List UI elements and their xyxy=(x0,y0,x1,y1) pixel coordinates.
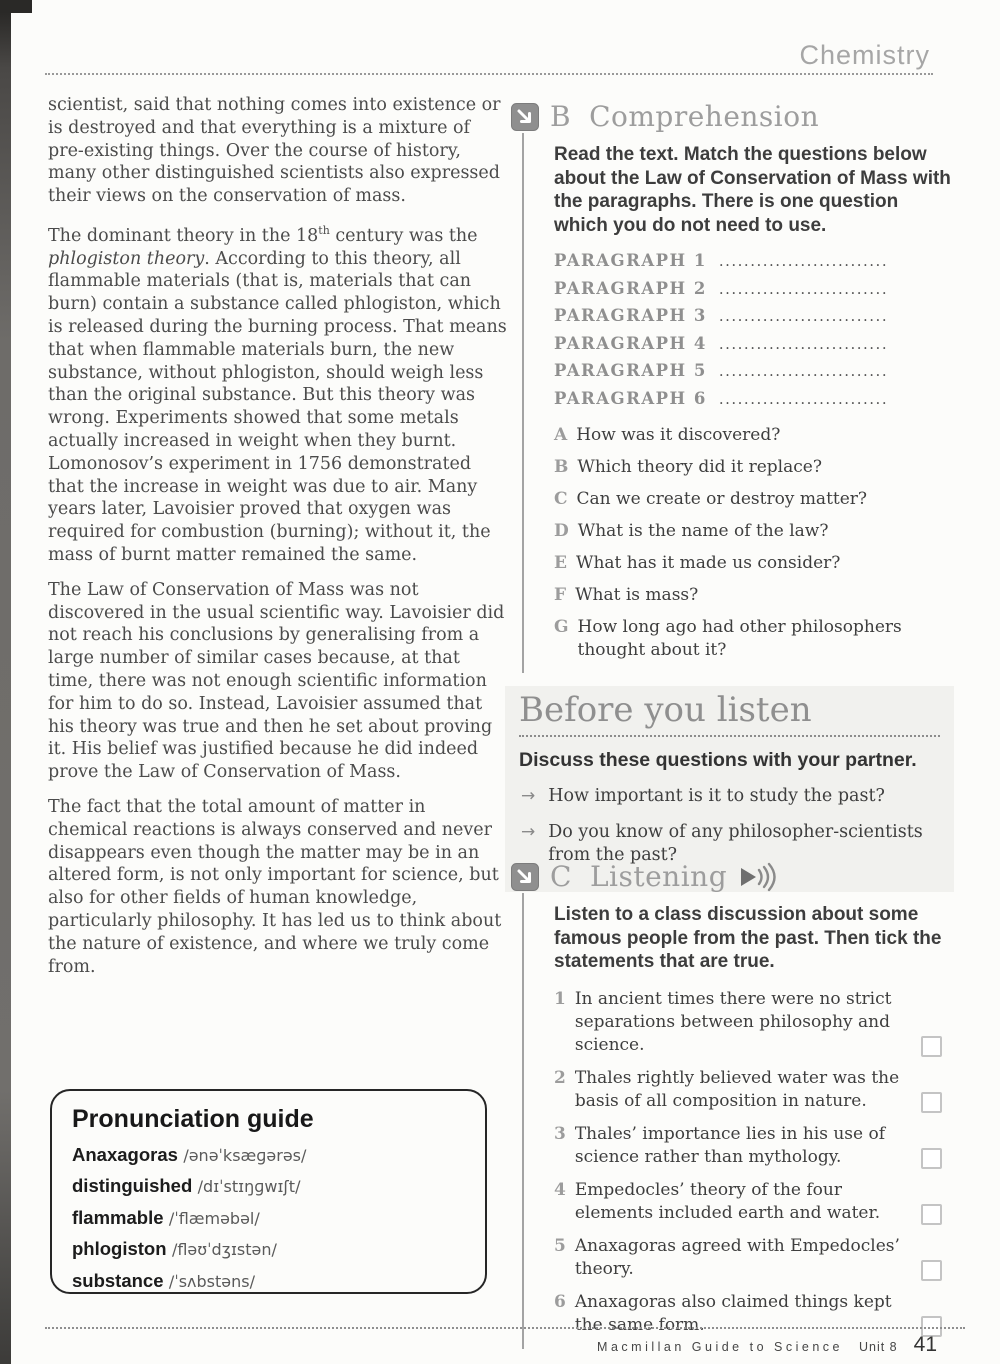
question-text: What is mass? xyxy=(575,584,699,605)
paragraph-answer-row xyxy=(554,279,942,298)
question-item xyxy=(554,424,942,447)
pronunciation-guide-box xyxy=(50,1089,487,1294)
question-item xyxy=(554,456,942,479)
statement-item xyxy=(554,988,942,1057)
statement-number: 2 xyxy=(554,1067,566,1088)
paragraph-answer-row xyxy=(554,389,942,408)
question-item xyxy=(554,520,942,543)
statement-number: 6 xyxy=(554,1291,566,1312)
question-letter: E xyxy=(554,552,567,573)
question-letter: D xyxy=(554,520,569,541)
statement-number: 3 xyxy=(554,1123,566,1144)
paragraph-answer-row xyxy=(554,306,942,325)
statement-item xyxy=(554,1235,942,1281)
scanned-page-edge xyxy=(0,0,11,1364)
statement-item xyxy=(554,1179,942,1225)
exercise-arrow-icon xyxy=(511,863,539,891)
section-title xyxy=(550,100,819,133)
question-letter: F xyxy=(554,584,567,605)
pronunciation-ipa: /ˈsʌbstəns/ xyxy=(168,1271,255,1291)
question-text: What is the name of the law? xyxy=(577,520,829,541)
pronunciation-word: distinguished xyxy=(72,1175,193,1196)
section-name: Comprehension xyxy=(589,100,820,133)
statement-text: Thales rightly believed water was the basis of all composition in nature. xyxy=(574,1067,900,1111)
comprehension-section xyxy=(511,100,955,673)
pronunciation-ipa: /ənəˈksæɡərəs/ xyxy=(183,1145,307,1165)
exercise-arrow-icon xyxy=(511,103,539,131)
question-text: How was it discovered? xyxy=(576,424,781,445)
answer-blank-line[interactable]: ........................... xyxy=(718,252,889,270)
answer-blank-line[interactable]: ........................... xyxy=(718,334,889,353)
exercise-instructions: Listen to a class discussion about some famous people from the past. Then tick the statements that are true. xyxy=(554,904,942,972)
section-letter: C xyxy=(550,860,572,893)
speaker-icon xyxy=(737,862,779,892)
pronunciation-word: substance xyxy=(72,1269,164,1291)
discussion-question xyxy=(521,785,940,808)
pronunciation-word: flammable xyxy=(72,1206,164,1228)
book-series-name: Macmillan Guide to Science xyxy=(597,1340,843,1354)
pronunciation-word: Anaxagoras xyxy=(72,1143,178,1165)
article-paragraph xyxy=(48,220,510,567)
question-text: How long ago had other philosophers thought about it? xyxy=(577,616,902,660)
pronunciation-entry xyxy=(72,1207,465,1229)
listening-section xyxy=(511,860,955,1349)
pronunciation-entry xyxy=(72,1270,465,1292)
reading-text-column xyxy=(48,94,510,990)
page-footer xyxy=(597,1333,937,1357)
pronunciation-guide-title: Pronunciation guide xyxy=(72,1105,314,1133)
statement-text: Thales’ importance lies in his use of science rather than mythology. xyxy=(574,1123,886,1167)
pronunciation-entry xyxy=(72,1144,465,1166)
question-text: What has it made us consider? xyxy=(575,552,841,573)
listening-body xyxy=(522,893,942,1349)
question-letter: A xyxy=(554,424,568,445)
answer-blank-line[interactable]: ........................... xyxy=(718,362,889,380)
pronunciation-entry xyxy=(72,1238,465,1260)
answer-blank-line[interactable]: ........................... xyxy=(718,307,889,325)
footer-divider xyxy=(45,1327,965,1329)
question-item xyxy=(554,616,942,662)
superscript-ordinal: th xyxy=(318,223,330,237)
paragraph-text: The dominant theory in the 18 xyxy=(48,225,319,246)
comprehension-body xyxy=(522,133,951,673)
discussion-question-text: How important is it to study the past? xyxy=(548,786,885,806)
before-you-listen-title: Before you listen xyxy=(519,690,940,737)
statement-text: Empedocles’ theory of the four elements included earth and water. xyxy=(574,1179,881,1223)
answer-blank-line[interactable]: ........................... xyxy=(718,389,889,408)
question-text: Can we create or destroy matter? xyxy=(576,488,868,509)
header-divider xyxy=(45,73,933,75)
pronunciation-ipa: /ˈflæməbəl/ xyxy=(168,1208,260,1228)
statement-item xyxy=(554,1067,942,1113)
statement-number: 1 xyxy=(554,988,566,1009)
answer-blank-line[interactable]: ........................... xyxy=(718,279,889,298)
paragraph-label: PARAGRAPH 3 xyxy=(554,306,707,325)
pronunciation-ipa: /fləʊˈdʒɪstən/ xyxy=(171,1240,277,1259)
question-list xyxy=(554,424,942,662)
paragraph-answer-row xyxy=(554,334,942,353)
tick-checkbox[interactable] xyxy=(921,1204,942,1225)
statement-number: 4 xyxy=(554,1179,566,1200)
statement-item xyxy=(554,1123,942,1169)
arrow-bullet-icon: → xyxy=(521,786,536,806)
question-item xyxy=(554,552,942,575)
section-title xyxy=(550,860,779,893)
pronunciation-ipa: /dɪˈstɪŋɡwɪʃt/ xyxy=(197,1177,301,1196)
tick-checkbox[interactable] xyxy=(921,1260,942,1281)
article-paragraph: The Law of Conservation of Mass was not discovered in the usual scientific way. Lavoisier did not reach his conclusions by generalising from a large number of similar cases because, at that time, there was not enough scientific information for him to do so. Instead, Lavoisier assumed that his theory was true and then he set about proving it. His belief was justified because he did indeed prove the Law of Conservation of Mass. xyxy=(48,579,505,783)
tick-checkbox[interactable] xyxy=(921,1148,942,1169)
statement-text: Anaxagoras also claimed things kept the same form. xyxy=(574,1291,892,1335)
exercise-instructions: Read the text. Match the questions below about the Law of Conservation of Mass with the paragraphs. There is one question which you do not need to use. xyxy=(554,144,951,236)
statement-text: Anaxagoras agreed with Empedocles’ theory. xyxy=(574,1235,900,1279)
question-item xyxy=(554,584,942,607)
statement-list xyxy=(554,988,942,1337)
question-text: Which theory did it replace? xyxy=(577,456,822,477)
paragraph-text: . According to this theory, all flammable materials (that is, materials that can burn) contain a substance called phlogiston, which is released during the burning process. That means that when flammable materials burn, the new substance, without phlogiston, should weigh less than the original substance. But this theory was wrong. Experiments showed that some metals actually increased in weight when they burnt. Lomonosov’s experiment in 1756 demonstrated that the increase in weight was due to air. Many years later, Lavoisier proved that oxygen was required for combustion (burning); without it, the mass of burnt matter remained the same. xyxy=(48,248,507,565)
paragraph-label: PARAGRAPH 2 xyxy=(554,278,707,298)
statement-item xyxy=(554,1291,942,1337)
discussion-question-text: Do you know of any philosopher-scientists from the past? xyxy=(548,822,923,865)
paragraph-answer-row xyxy=(554,361,942,380)
question-item xyxy=(554,488,942,511)
statement-number: 5 xyxy=(554,1235,566,1256)
section-header xyxy=(511,100,955,133)
pronunciation-word: phlogiston xyxy=(72,1238,167,1259)
discussion-instructions: Discuss these questions with your partner. xyxy=(519,749,917,771)
italic-term: phlogiston theory xyxy=(48,248,205,269)
section-name: Listening xyxy=(589,860,728,893)
tick-checkbox[interactable] xyxy=(921,1092,942,1113)
article-paragraph: scientist, said that nothing comes into existence or is destroyed and that everything is a mixture of pre-existing things. Over the course of history, many other distinguished scientists also expressed their views on the conservation of mass. xyxy=(48,95,501,207)
section-letter: B xyxy=(550,100,572,133)
chapter-header: Chemistry xyxy=(799,40,930,70)
article-paragraph: The fact that the total amount of matter in chemical reactions is always conserved and never disappears even though the matter may be in an altered form, is not only important for science, but also for other fields of human knowledge, particularly philosophy. It has led us to think about the nature of existence, and where we truly come from. xyxy=(48,796,502,977)
paragraph-label: PARAGRAPH 5 xyxy=(554,361,707,380)
paragraph-label: PARAGRAPH 4 xyxy=(554,333,707,353)
question-letter: C xyxy=(554,488,568,509)
tick-checkbox[interactable] xyxy=(921,1036,942,1057)
statement-text: In ancient times there were no strict separations between philosophy and science. xyxy=(574,988,892,1055)
arrow-bullet-icon: → xyxy=(521,822,536,842)
scanned-page-corner xyxy=(0,0,32,13)
paragraph-text: century was the xyxy=(329,225,478,246)
page-number: 41 xyxy=(913,1333,937,1356)
question-letter: B xyxy=(554,456,569,477)
paragraph-label: PARAGRAPH 6 xyxy=(554,388,707,408)
question-letter: G xyxy=(554,616,569,637)
section-header xyxy=(511,860,955,893)
paragraph-label: PARAGRAPH 1 xyxy=(554,251,707,270)
unit-label: Unit 8 xyxy=(858,1340,898,1354)
paragraph-answer-row xyxy=(554,251,942,270)
pronunciation-entry xyxy=(72,1175,465,1197)
